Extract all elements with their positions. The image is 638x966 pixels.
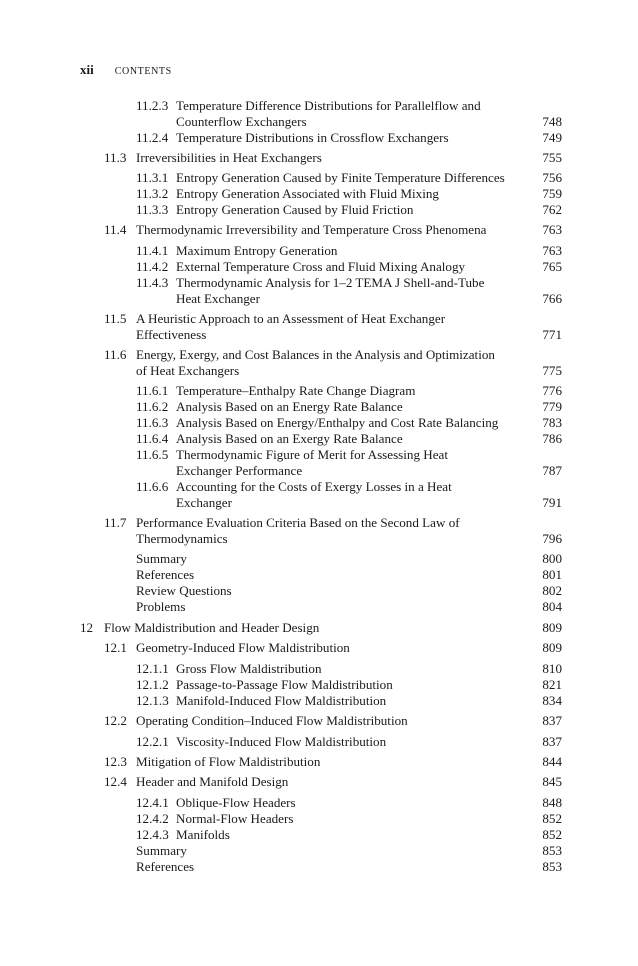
toc-entry-page: 809 <box>542 620 562 635</box>
toc-entry-title: Geometry-Induced Flow Maldistribution <box>136 640 350 655</box>
toc-entry-page: 809 <box>542 640 562 655</box>
toc-entry-number: 11.4.1 <box>136 243 169 258</box>
toc-entry-title: Flow Maldistribution and Header Design <box>104 620 320 635</box>
toc-entry[interactable] <box>136 677 562 693</box>
toc-entry-number: 11.6.2 <box>136 399 169 414</box>
toc-entry-title: Maximum Entropy Generation <box>176 243 338 258</box>
toc-entry-page: 848 <box>542 795 562 810</box>
toc-entry-page: 802 <box>542 583 562 598</box>
toc-entry[interactable] <box>136 170 562 186</box>
toc-entry[interactable] <box>136 431 562 447</box>
toc-entry-page: 748 <box>542 114 562 129</box>
toc-entry-number: 11.3.3 <box>136 202 169 217</box>
toc-entry-title-continued: Effectiveness <box>136 327 207 342</box>
toc-entry[interactable] <box>136 859 562 875</box>
toc-entry-page: 762 <box>542 202 562 217</box>
toc-entry-page: 791 <box>542 495 562 510</box>
toc-entry-number: 11.2.3 <box>136 98 169 113</box>
toc-entry-page: 783 <box>542 415 562 430</box>
toc-entry-number: 11.3 <box>104 150 127 165</box>
toc-entry-page: 800 <box>542 551 562 566</box>
toc-entry-title: References <box>136 567 195 582</box>
running-header <box>80 62 172 78</box>
toc-entry-number: 11.7 <box>104 515 127 530</box>
toc-entry-number: 11.5 <box>104 311 127 326</box>
toc-entry-number: 12.4.3 <box>136 827 169 842</box>
toc-entry-title: Accounting for the Costs of Exergy Losses in a Heat <box>176 479 452 494</box>
toc-entry[interactable] <box>136 811 562 827</box>
toc-entry[interactable] <box>80 620 562 636</box>
toc-entry-title: Normal-Flow Headers <box>176 811 294 826</box>
toc-entry-title: Thermodynamic Analysis for 1–2 TEMA J Shell-and-Tube <box>176 275 485 290</box>
toc-entry[interactable] <box>104 311 562 343</box>
toc-entry-title: Oblique-Flow Headers <box>176 795 296 810</box>
toc-entry-title: Entropy Generation Associated with Fluid Mixing <box>176 186 439 201</box>
toc-entry-number: 12.4.2 <box>136 811 169 826</box>
toc-entry-number: 11.2.4 <box>136 130 169 145</box>
toc-entry-title: A Heuristic Approach to an Assessment of Heat Exchanger <box>136 311 446 326</box>
toc-entry-title: Mitigation of Flow Maldistribution <box>136 754 321 769</box>
toc-entry-title: References <box>136 859 195 874</box>
toc-entry-page: 759 <box>542 186 562 201</box>
toc-entry-page: 763 <box>542 243 562 258</box>
toc-entry-title: Analysis Based on Energy/Enthalpy and Cost Rate Balancing <box>176 415 499 430</box>
toc-entry[interactable] <box>136 130 562 146</box>
toc-entry-page: 845 <box>542 774 562 789</box>
toc-entry-page: 804 <box>542 599 562 614</box>
toc-entry-title: Analysis Based on an Energy Rate Balance <box>176 399 403 414</box>
toc-entry[interactable] <box>104 222 562 238</box>
toc-entry-title: Summary <box>136 551 187 566</box>
toc-entry-title-continued: Exchanger <box>176 495 232 510</box>
toc-entry[interactable] <box>136 447 562 479</box>
toc-entry-number: 12 <box>80 620 94 635</box>
toc-entry-title-continued: Heat Exchanger <box>176 291 260 306</box>
toc-entry[interactable] <box>136 243 562 259</box>
toc-entry[interactable] <box>136 827 562 843</box>
toc-entry-title: Thermodynamic Irreversibility and Temperature Cross Phenomena <box>136 222 487 237</box>
toc-entry[interactable] <box>136 583 562 599</box>
toc-entry[interactable] <box>136 567 562 583</box>
toc-entry-page: 755 <box>542 150 562 165</box>
toc-entry-page: 810 <box>542 661 562 676</box>
toc-entry-title: Entropy Generation Caused by Fluid Friction <box>176 202 414 217</box>
toc-entry-page: 775 <box>542 363 562 378</box>
toc-entry-number: 11.3.2 <box>136 186 169 201</box>
toc-entry-number: 11.4 <box>104 222 127 237</box>
toc-entry-title-continued: of Heat Exchangers <box>136 363 240 378</box>
toc-entry-title: Manifold-Induced Flow Maldistribution <box>176 693 387 708</box>
toc-entry-title: Gross Flow Maldistribution <box>176 661 322 676</box>
toc-entry-title: Review Questions <box>136 583 232 598</box>
toc-entry-number: 11.4.3 <box>136 275 169 290</box>
toc-entry-title: Temperature–Enthalpy Rate Change Diagram <box>176 383 416 398</box>
toc-entry[interactable] <box>136 693 562 709</box>
toc-entry-title: Manifolds <box>176 827 230 842</box>
toc-entry-number: 11.6.3 <box>136 415 169 430</box>
toc-entry[interactable] <box>136 202 562 218</box>
toc-entry-title-continued: Exchanger Performance <box>176 463 303 478</box>
toc-entry-page: 852 <box>542 827 562 842</box>
toc-entry-title: External Temperature Cross and Fluid Mixing Analogy <box>176 259 466 274</box>
toc-entry-page: 765 <box>542 259 562 274</box>
toc-entry-page: 763 <box>542 222 562 237</box>
toc-entry-title: Passage-to-Passage Flow Maldistribution <box>176 677 393 692</box>
toc-entry[interactable] <box>104 150 562 166</box>
toc-entry-title-continued: Thermodynamics <box>136 531 228 546</box>
toc-entry-title: Problems <box>136 599 186 614</box>
toc-entry-number: 12.2.1 <box>136 734 169 749</box>
toc-entry[interactable] <box>104 774 562 790</box>
toc-entry[interactable] <box>104 515 562 547</box>
toc-entry[interactable] <box>104 347 562 379</box>
toc-entry[interactable] <box>136 259 562 275</box>
toc-entry-page: 821 <box>542 677 562 692</box>
toc-entry-page: 776 <box>542 383 562 398</box>
toc-entry-page: 844 <box>542 754 562 769</box>
toc-entry[interactable] <box>136 795 562 811</box>
toc-entry[interactable] <box>136 479 562 511</box>
toc-entry[interactable] <box>136 599 562 615</box>
toc-entry-number: 11.6.5 <box>136 447 169 462</box>
toc-entry-number: 12.3 <box>104 754 127 769</box>
toc-entry-page: 786 <box>542 431 562 446</box>
toc-entry-title: Temperature Difference Distributions for Parallelflow and <box>176 98 481 113</box>
toc-entry[interactable] <box>104 713 562 729</box>
toc-entry-number: 11.6 <box>104 347 127 362</box>
toc-entry-page: 796 <box>542 531 562 546</box>
toc-entry[interactable] <box>136 415 562 431</box>
toc-entry-title: Analysis Based on an Exergy Rate Balance <box>176 431 403 446</box>
toc-entry-number: 11.3.1 <box>136 170 169 185</box>
toc-entry-page: 787 <box>542 463 562 478</box>
toc-entry[interactable] <box>136 661 562 677</box>
toc-entry-page: 766 <box>542 291 562 306</box>
toc-entry-title: Temperature Distributions in Crossflow Exchangers <box>176 130 449 145</box>
toc-entry[interactable] <box>136 186 562 202</box>
toc-entry[interactable] <box>136 734 562 750</box>
toc-entry-number: 11.6.4 <box>136 431 169 446</box>
running-title: CONTENTS <box>114 66 172 77</box>
toc-entry-number: 11.4.2 <box>136 259 169 274</box>
toc-entry-page: 756 <box>542 170 562 185</box>
toc-entry[interactable] <box>136 98 562 130</box>
toc-entry-title: Energy, Exergy, and Cost Balances in the Analysis and Optimization <box>136 347 495 362</box>
toc-entry-page: 853 <box>542 843 562 858</box>
toc-entry[interactable] <box>136 275 562 307</box>
toc-entry-page: 771 <box>542 327 562 342</box>
toc-entry-title: Performance Evaluation Criteria Based on the Second Law of <box>136 515 460 530</box>
toc-entry[interactable] <box>104 640 562 656</box>
toc-entry-number: 12.1.3 <box>136 693 169 708</box>
toc-entry[interactable] <box>136 843 562 859</box>
toc-entry-title-continued: Counterflow Exchangers <box>176 114 307 129</box>
toc-entry[interactable] <box>136 399 562 415</box>
toc-entry-title: Entropy Generation Caused by Finite Temperature Differences <box>176 170 505 185</box>
toc-entry-number: 12.1.2 <box>136 677 169 692</box>
page-number: xii <box>80 62 94 77</box>
toc-entry-number: 12.4.1 <box>136 795 169 810</box>
toc-entry[interactable] <box>136 383 562 399</box>
toc-entry-page: 837 <box>542 734 562 749</box>
toc-entry[interactable] <box>104 754 562 770</box>
toc-entry-title: Irreversibilities in Heat Exchangers <box>136 150 322 165</box>
toc-entry-number: 11.6.6 <box>136 479 169 494</box>
toc-entry-title: Header and Manifold Design <box>136 774 289 789</box>
toc-entry-page: 834 <box>542 693 562 708</box>
toc-entry-page: 801 <box>542 567 562 582</box>
toc-entry-title: Thermodynamic Figure of Merit for Assessing Heat <box>176 447 449 462</box>
toc-entry-number: 12.1.1 <box>136 661 169 676</box>
toc-entry-number: 12.4 <box>104 774 127 789</box>
toc-entry[interactable] <box>136 551 562 567</box>
toc-entry-number: 12.1 <box>104 640 127 655</box>
toc-entry-title: Summary <box>136 843 187 858</box>
toc-entry-title: Viscosity-Induced Flow Maldistribution <box>176 734 387 749</box>
toc-entry-page: 853 <box>542 859 562 874</box>
toc-entry-page: 837 <box>542 713 562 728</box>
toc-entry-page: 852 <box>542 811 562 826</box>
toc-entry-number: 11.6.1 <box>136 383 169 398</box>
toc-entry-title: Operating Condition–Induced Flow Maldistribution <box>136 713 408 728</box>
toc-entry-page: 749 <box>542 130 562 145</box>
toc-entry-number: 12.2 <box>104 713 127 728</box>
toc-entry-page: 779 <box>542 399 562 414</box>
